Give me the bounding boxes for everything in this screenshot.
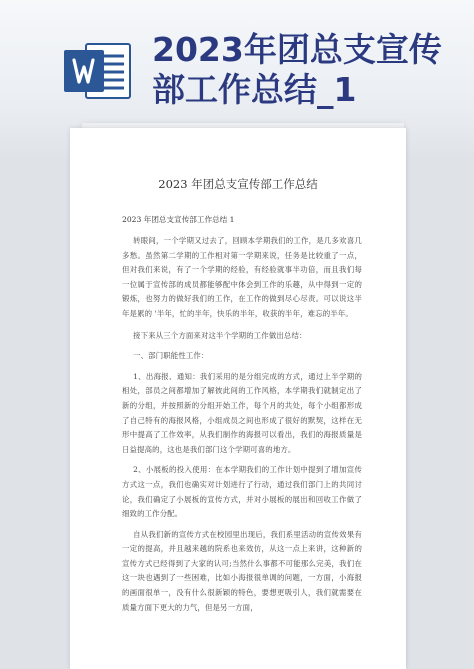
section-heading: 一、部门职能性工作： (133, 351, 209, 361)
word-doc-icon (62, 40, 134, 102)
paragraph: 自从我们新的宣传方式在校园里出现后，我们系里活动的宣传效果有一定的提高，并且越来越的院系也来效仿，从这一点上来讲，这种新的宣传方式已经得到了大家的认可;当然什么事都不可能那么完美，我们在这一块也遇到了一些困难，比如小海报很单调的问题，一方面，小海报的画面很单一，没有什么很新颖的特色，要想更吸引人，我们就需要在质量方面下更大的力气，但是另一方面， (122, 529, 362, 612)
document-page (70, 128, 406, 669)
document-body (122, 234, 362, 615)
paragraph: 接下来从三个方面来对这半个学期的工作做出总结： (133, 330, 307, 340)
document-subtitle: 2023 年团总支宣传部工作总结 1 (122, 215, 235, 224)
paragraph: 转眼间，一个学期又过去了，回顾本学期我们的工作，是几多欢喜几多愁。虽然第二学期的工作相对第一学期来说，任务是比较重了一点，但对我们来说，有了一个学期的经验，有经验就事半功倍，而且我们每一位属于宣传部的成员都能够配中体会到工作的乐趣，从中得到一定的锻炼，也努力的做好我们的工作，在工作的做到尽心尽责。可以说这半年是累的 '半年，忙的半年，快乐的半年，收获的半年，难忘的半年。 (122, 236, 362, 318)
document-title: 2023 年团总支宣传部工作总结 (158, 177, 318, 191)
banner-title: 2023年团总支宣传部工作总结_1 (152, 30, 442, 109)
paragraph: 2、小展板的投入使用：在本学期我们的工作计划中提到了增加宣传方式这一点，我们也确实对计划进行了行动，通过我们部门上的共同讨论，我们确定了小展板的宣传方式，并对小展板的展出和回收工作做了细致的工作分配。 (122, 465, 362, 519)
paragraph: 1、出海报、通知：我们采用的是分组完成的方式，通过上半学期的相处，部员之间都增加了解彼此间的工作风格，本学期我们就制定出了新的分组，并按照新的分组开始工作，每个月的共处，每个小组都形成了自己特有的海报风格，小组成员之间也形成了很好的默契，这样在无形中提高了工作效率，从我们制作的海报可以看出，我们的海报质量是日益提高的，这也是我们部门这个学期可喜的地方。 (122, 371, 362, 454)
